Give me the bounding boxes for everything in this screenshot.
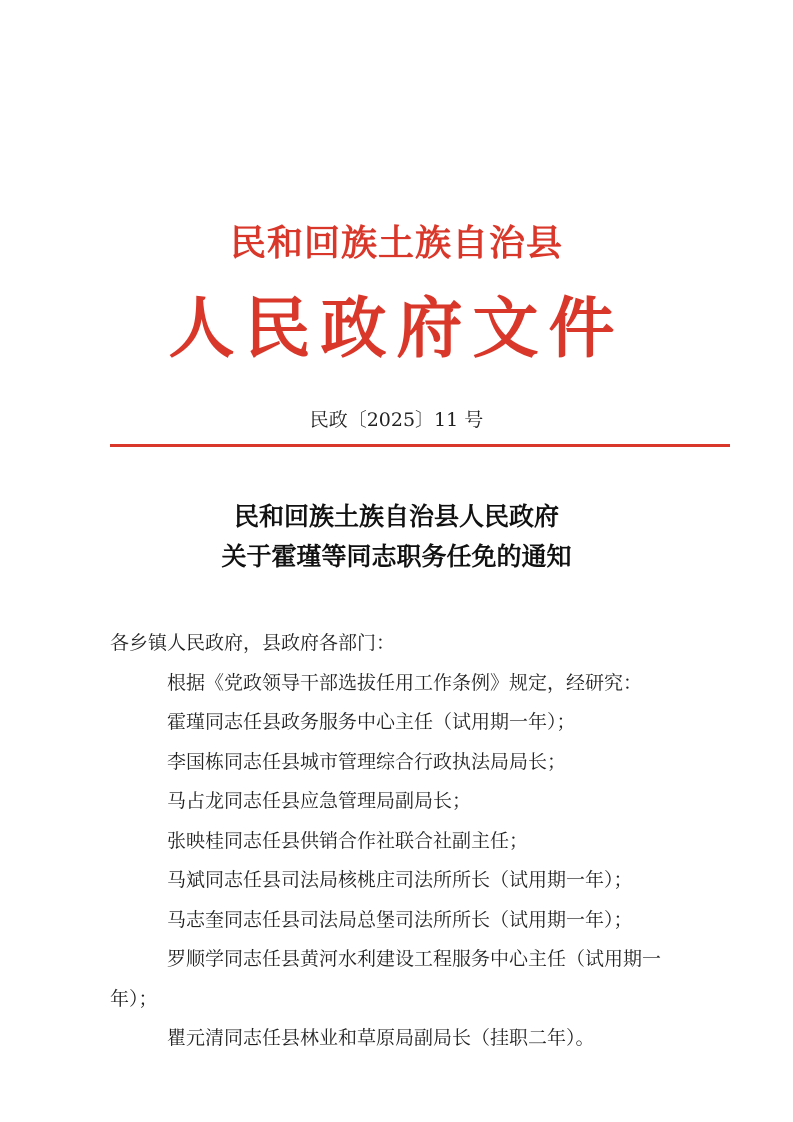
appointment-item: 马斌同志任县司法局核桃庄司法所所长（试用期一年）； bbox=[167, 869, 633, 891]
appointment-item: 霍瑾同志任县政务服务中心主任（试用期一年）； bbox=[167, 711, 576, 733]
notice-title-line-2: 关于霍瑾等同志职务任免的通知 bbox=[221, 542, 572, 571]
red-divider-line bbox=[110, 444, 730, 447]
appointment-item: 马志奎同志任县司法局总堡司法所所长（试用期一年）； bbox=[167, 908, 633, 931]
paragraph-basis: 根据《党政领导干部选拔任用工作条例》规定，经研究： bbox=[167, 671, 643, 694]
notice-title-line-1: 民和回族土族自治县人民政府 bbox=[233, 502, 559, 531]
appointment-item: 李国栋同志任县城市管理综合行政执法局局长； bbox=[167, 750, 567, 773]
appointment-item: 马占龙同志任县应急管理局副局长； bbox=[167, 790, 472, 812]
issuer-name: 民和回族土族自治县 bbox=[229, 222, 563, 264]
appointment-item: 罗顺学同志任县黄河水利建设工程服务中心主任（试用期一年）； bbox=[110, 948, 662, 1010]
salutation: 各乡镇人民政府，县政府各部门： bbox=[110, 632, 396, 654]
appointment-item: 瞿元清同志任县林业和草原局副局长（挂职二年）。 bbox=[167, 1027, 595, 1049]
appointment-item: 张映桂同志任县供销合作社联合社副主任； bbox=[167, 829, 529, 852]
notice-body bbox=[110, 624, 680, 1059]
document-type-heading: 人民政府文件 bbox=[168, 289, 625, 367]
document-number: 民政〔2025〕11 号 bbox=[309, 409, 484, 431]
